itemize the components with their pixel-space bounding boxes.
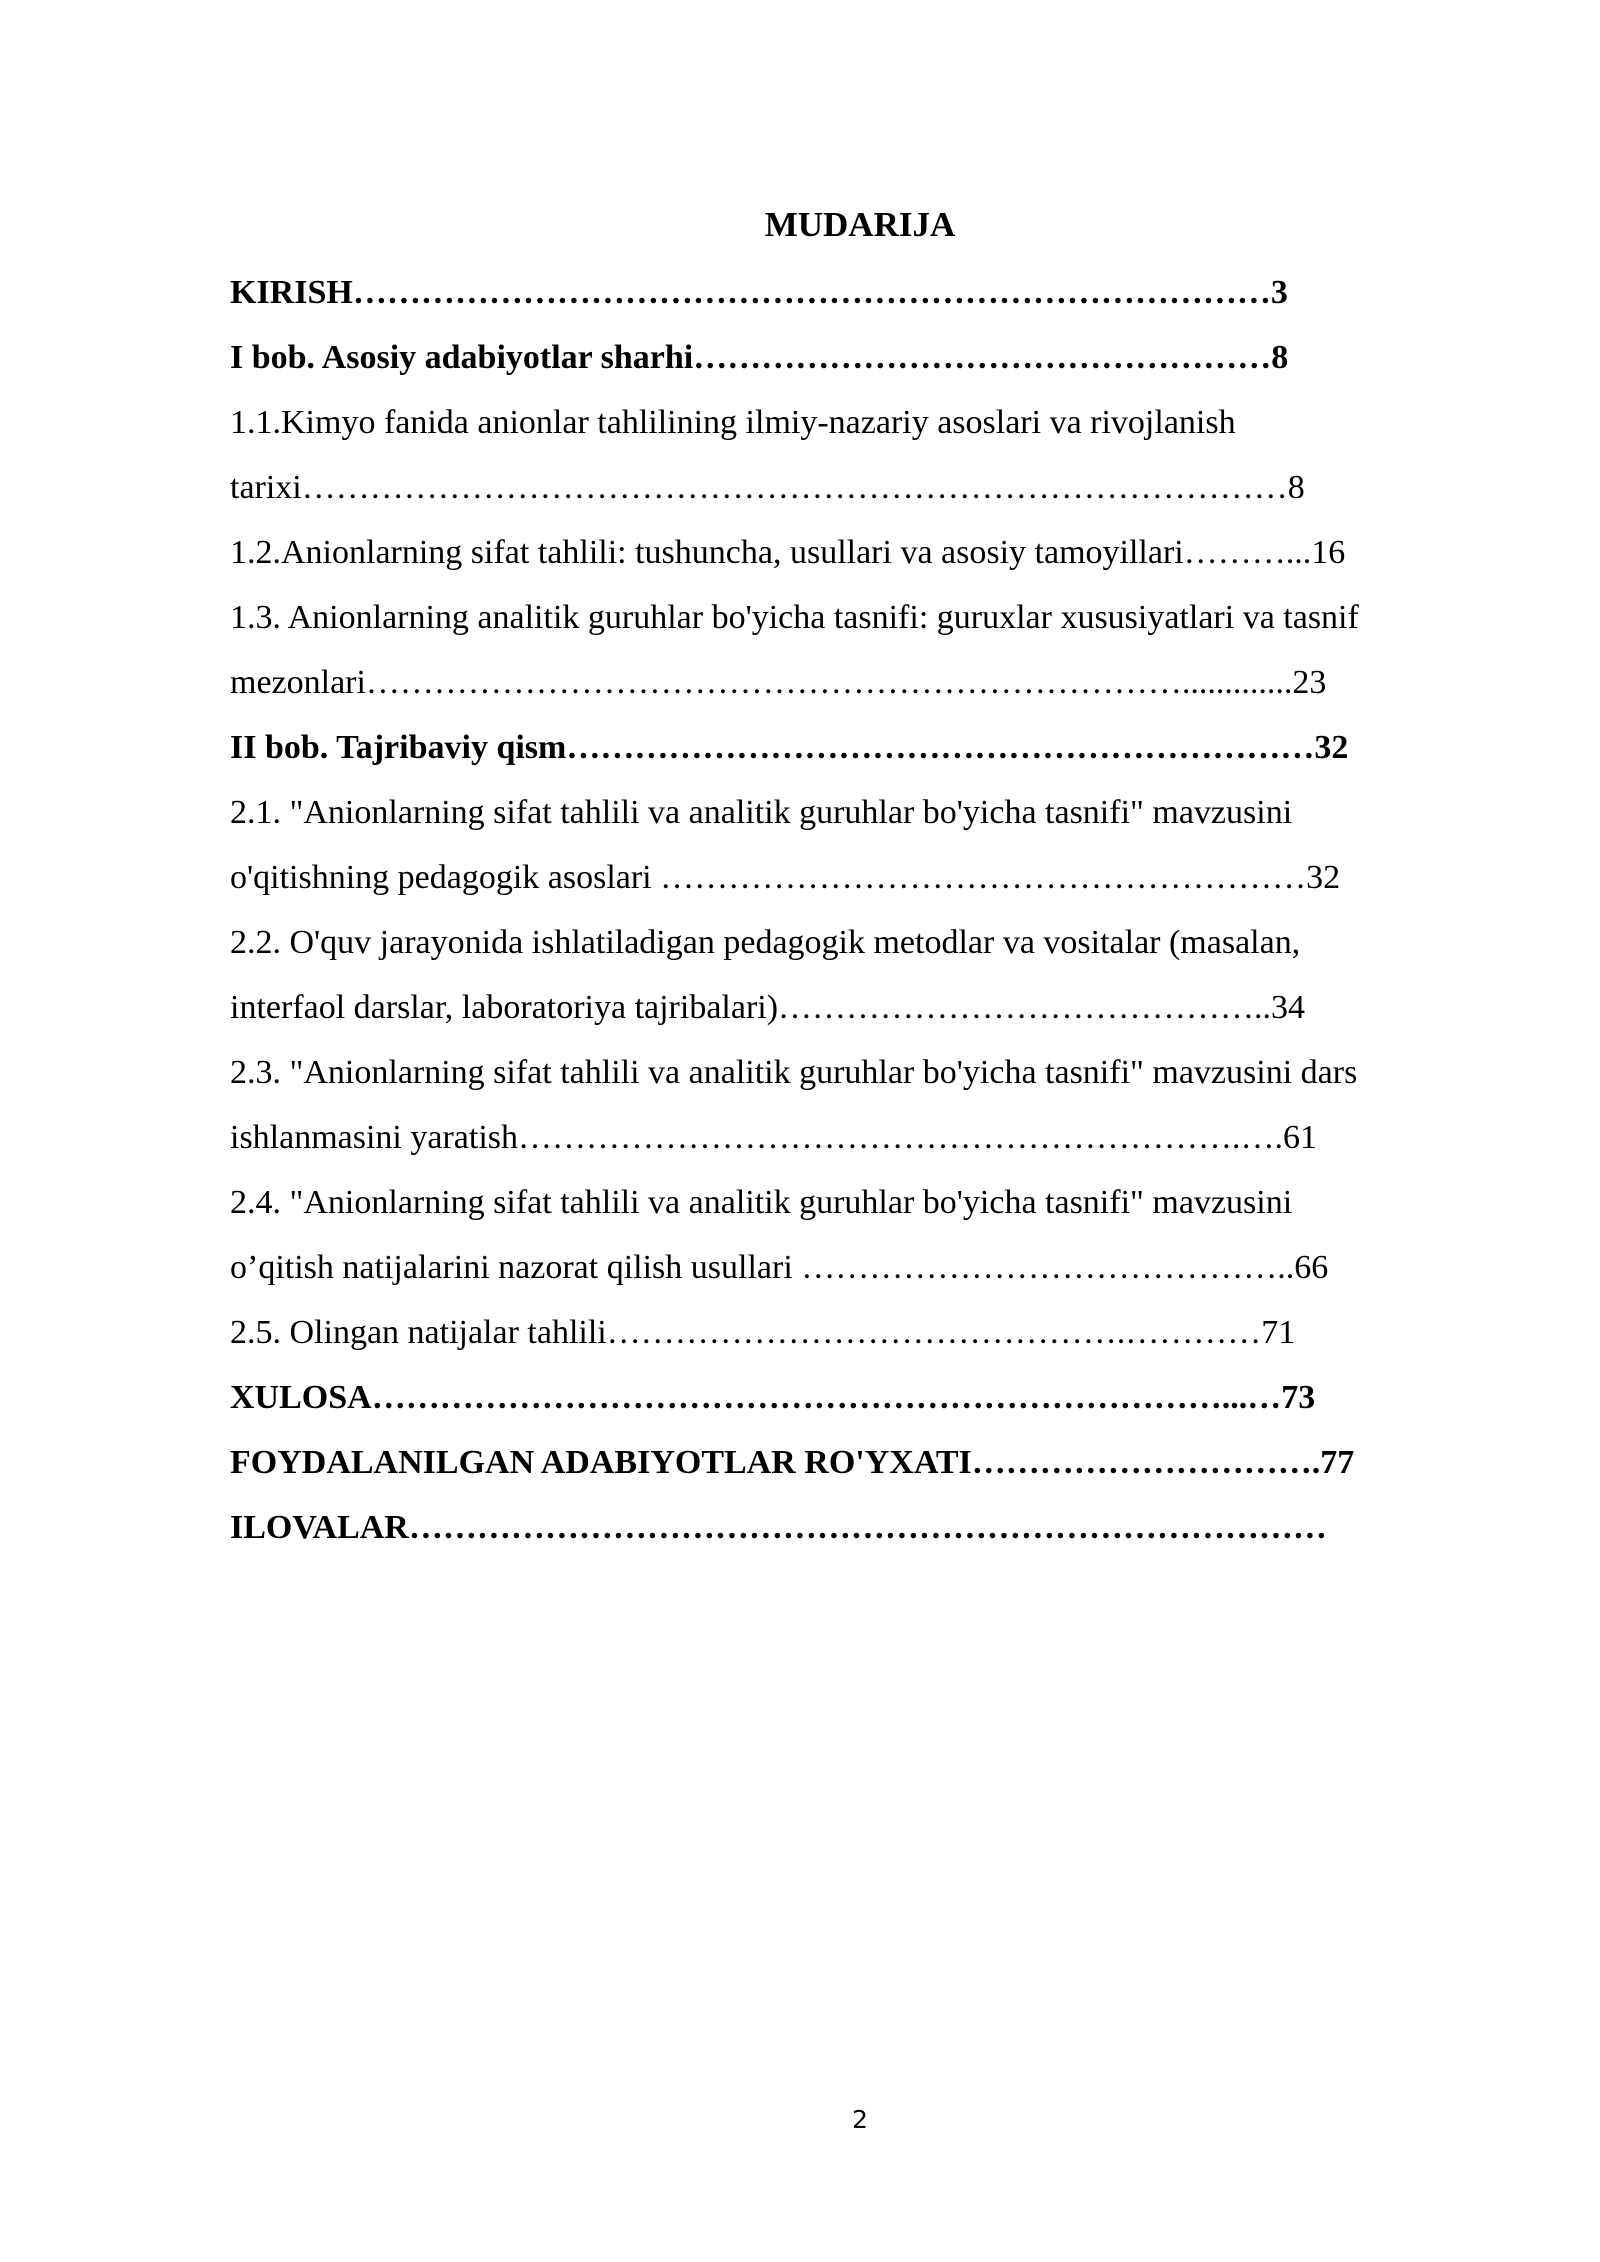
toc-entry: FOYDALANILGAN ADABIYOTLAR RO'YXATI………………………….77 bbox=[230, 1444, 1355, 1481]
toc-entry: ILOVALAR……………………………………………………………………… bbox=[230, 1509, 1327, 1546]
toc-entry: tarixi……………………………………………………………………………8 bbox=[230, 469, 1305, 506]
toc-entry: 1.2.Anionlarning sifat tahlili: tushuncha, usullari va asosiy tamoyillari………...16 bbox=[230, 534, 1346, 571]
toc-entry: o'qitishning pedagogik asoslari …………………………………………………32 bbox=[230, 859, 1341, 896]
page-number: 2 bbox=[852, 2105, 868, 2134]
toc-entry: 1.3. Anionlarning analitik guruhlar bo'yicha tasnifi: guruxlar xususiyatlari va tasnif bbox=[230, 599, 1359, 636]
toc-entry: o’qitish natijalarini nazorat qilish usullari ……………………………………..66 bbox=[230, 1249, 1329, 1286]
table-of-contents bbox=[230, 260, 1530, 1560]
toc-entry: ishlanmasini yaratish……………………………………………………….….61 bbox=[230, 1119, 1318, 1156]
toc-entry: mezonlari……………………………………………………………….............23 bbox=[230, 664, 1327, 701]
toc-entry: XULOSA…………………………………………………………………...…73 bbox=[230, 1379, 1316, 1416]
toc-title: MUDARIJA bbox=[764, 205, 956, 244]
toc-entry: 2.5. Olingan natijalar tahlili……………………………………….…………71 bbox=[230, 1314, 1296, 1351]
toc-entry: 2.2. O'quv jarayonida ishlatiladigan pedagogik metodlar va vositalar (masalan, bbox=[230, 924, 1301, 961]
toc-entry: II bob. Tajribaviy qism…………………………………………………………32 bbox=[230, 729, 1349, 766]
toc-entry: interfaol darslar, laboratoriya tajribalari)……………………………………..34 bbox=[230, 989, 1306, 1026]
toc-entry: 1.1.Kimyo fanida anionlar tahlilining ilmiy-nazariy asoslari va rivojlanish bbox=[230, 404, 1236, 441]
toc-entry: KIRISH………………………………………………………………………3 bbox=[230, 274, 1288, 311]
toc-entry: 2.4. "Anionlarning sifat tahlili va analitik guruhlar bo'yicha tasnifi" mavzusini bbox=[230, 1184, 1293, 1221]
toc-entry: 2.3. "Anionlarning sifat tahlili va analitik guruhlar bo'yicha tasnifi" mavzusini dars bbox=[230, 1054, 1358, 1091]
toc-entry: I bob. Asosiy adabiyotlar sharhi……………………………………………8 bbox=[230, 339, 1289, 376]
toc-entry: 2.1. "Anionlarning sifat tahlili va analitik guruhlar bo'yicha tasnifi" mavzusini bbox=[230, 794, 1293, 831]
